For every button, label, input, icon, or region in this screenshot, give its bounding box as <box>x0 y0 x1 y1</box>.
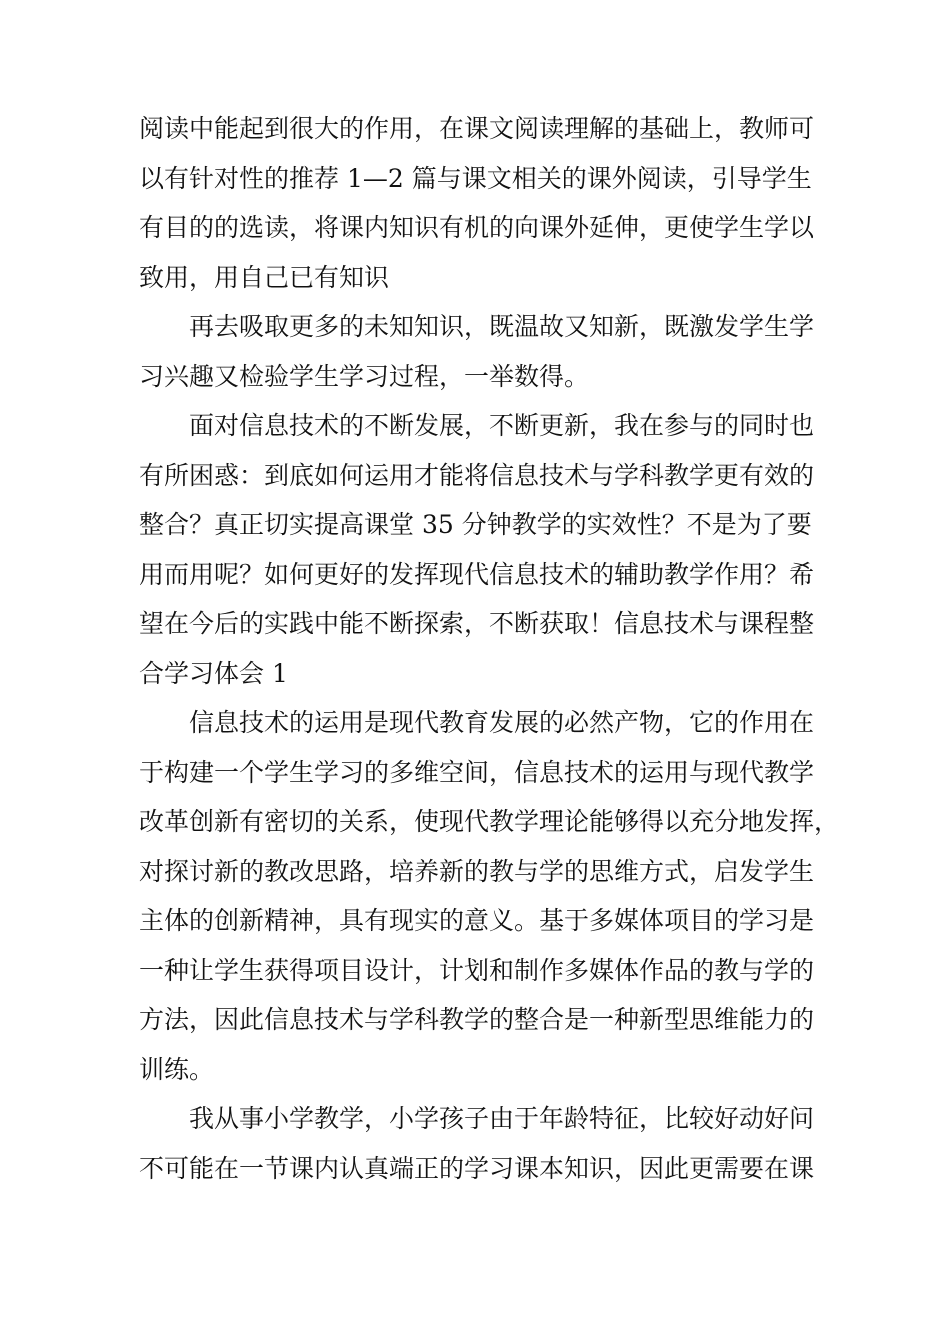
paragraph-1 <box>139 104 831 302</box>
text-line: 有所困惑：到底如何运用才能将信息技术与学科教学更有效的 <box>139 460 815 490</box>
text-line: 方法，因此信息技术与学科教学的整合是一种新型思维能力的 <box>139 1005 815 1034</box>
text-line: 习兴趣又检验学生学习过程，一举数得。 <box>139 361 590 391</box>
text-line: 以有针对性的推荐 1—2 篇与课文相关的课外阅读，引导学生 <box>139 163 812 193</box>
text-line: 合学习体会 1 <box>139 658 288 688</box>
text-line: 改革创新有密切的关系，使现代教学理论能够得以充分地发挥， <box>139 807 840 836</box>
text-line: 不可能在一节课内认真端正的学习课本知识，因此更需要在课 <box>139 1153 815 1183</box>
text-line: 用而用呢？如何更好的发挥现代信息技术的辅助教学作用？希 <box>139 559 815 589</box>
text-line: 再去吸取更多的未知知识，既温故又知新，既激发学生学 <box>139 312 815 341</box>
text-line: 我从事小学教学，小学孩子由于年龄特征，比较好动好问 <box>139 1104 815 1133</box>
text-line: 一种让学生获得项目设计，计划和制作多媒体作品的教与学的 <box>139 955 815 985</box>
text-line: 面对信息技术的不断发展，不断更新，我在参与的同时也 <box>139 411 815 440</box>
document-body <box>139 104 840 1193</box>
paragraph-2 <box>139 302 831 401</box>
text-line: 整合？真正切实提高课堂 35 分钟教学的实效性？不是为了要 <box>139 510 812 539</box>
text-line: 信息技术的运用是现代教育发展的必然产物，它的作用在 <box>139 708 815 737</box>
text-line: 有目的的选读，将课内知识有机的向课外延伸，更使学生学以 <box>139 213 815 242</box>
text-line: 致用，用自己已有知识 <box>139 262 390 292</box>
text-line: 阅读中能起到很大的作用，在课文阅读理解的基础上，教师可 <box>139 114 815 143</box>
paragraph-4 <box>139 698 840 1094</box>
paragraph-5 <box>139 1094 831 1193</box>
paragraph-3 <box>139 401 831 698</box>
text-line: 训练。 <box>139 1054 215 1084</box>
text-line: 于构建一个学生学习的多维空间，信息技术的运用与现代教学 <box>139 757 815 787</box>
text-line: 对探讨新的教改思路，培养新的教与学的思维方式，启发学生 <box>139 856 815 886</box>
text-line: 主体的创新精神，具有现实的意义。基于多媒体项目的学习是 <box>139 906 815 935</box>
text-line: 望在今后的实践中能不断探索，不断获取！信息技术与课程整 <box>139 609 815 638</box>
